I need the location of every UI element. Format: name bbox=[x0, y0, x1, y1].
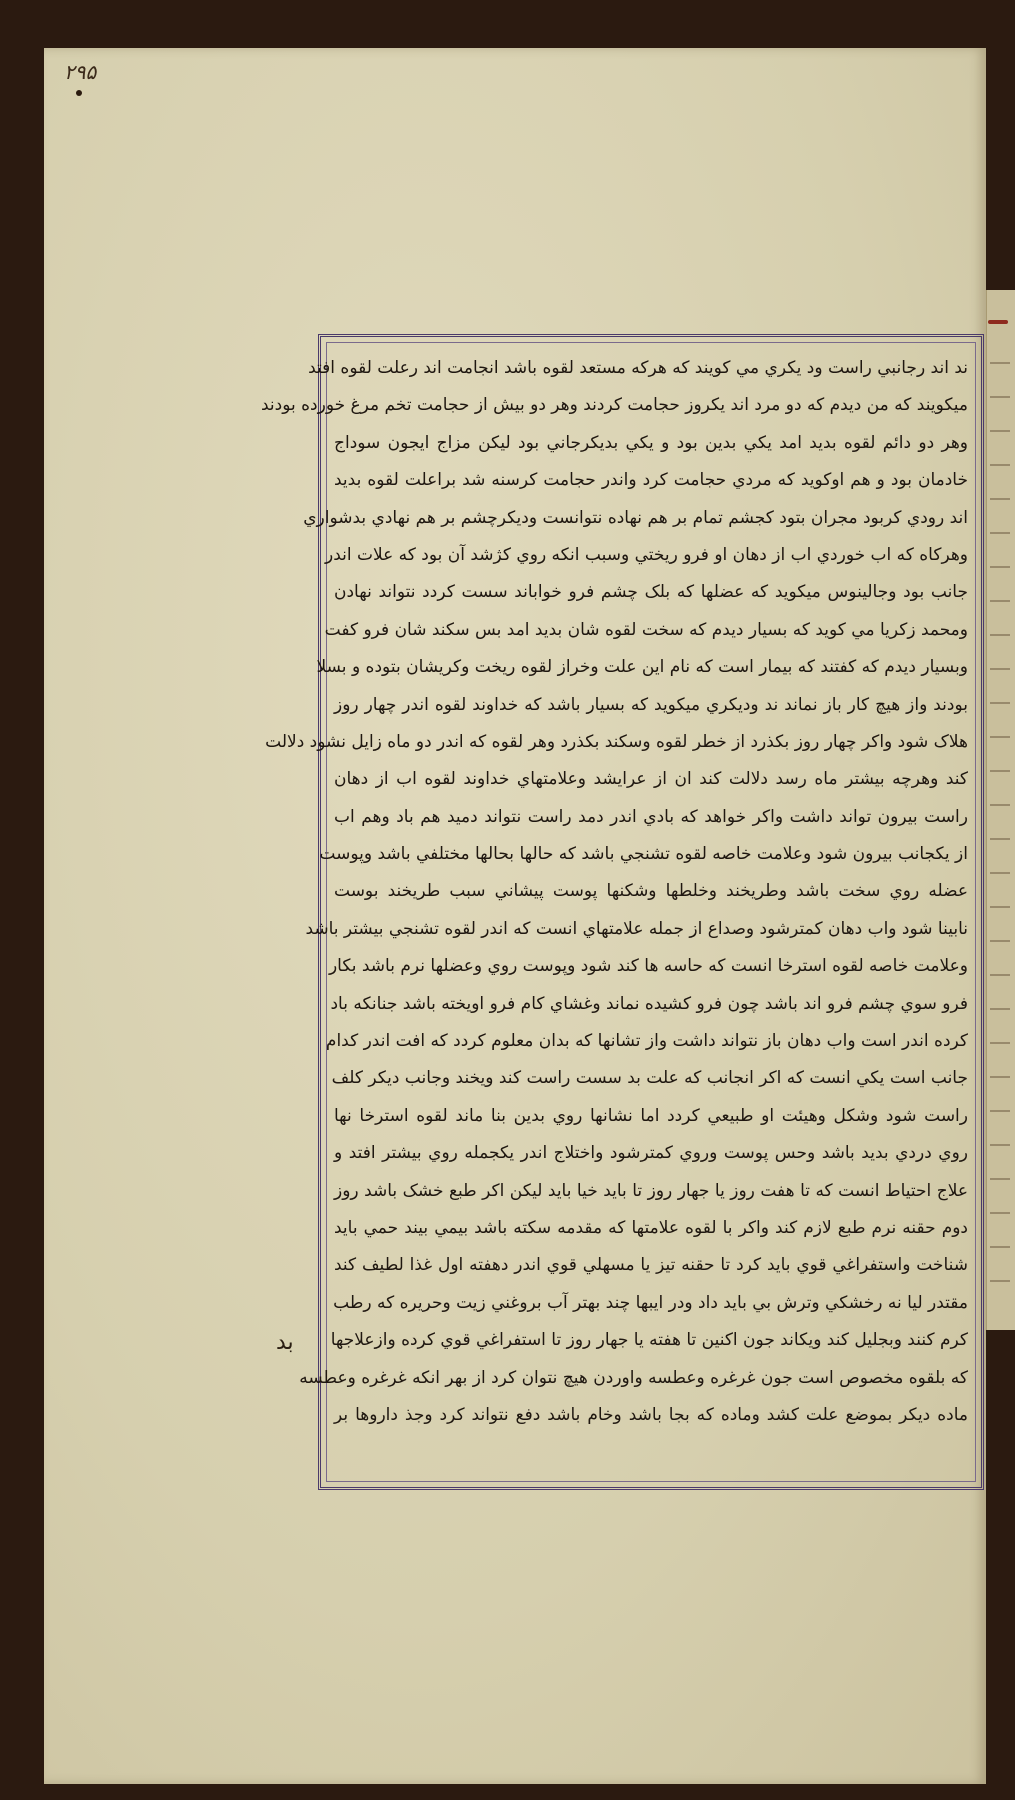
text-line: ند اند رجانبي راست ود يکري مي کويند که هرکه مستعد لقوه باشد انجامت اند رعلت لقوه افتد bbox=[308, 358, 968, 378]
text-line: ماده ديکر بموضع علت کشد وماده که بجا باشد وخام باشد دفع نتواند کرد وجذ داروها بر bbox=[334, 1404, 968, 1425]
text-line: دوم حقنه نرم طبع لازم کند واکر با لقوه علامتها که مقدمه سکته باشد بيمي بيند حمي بايد bbox=[334, 1217, 968, 1238]
text-line: فرو سوي چشم فرو اند باشد چون فرو کشيده نماند وغشاي کام فرو اويخته باشد جنانکه باد bbox=[330, 993, 968, 1014]
text-line: اند رودي کربود مجران بتود کجشم تمام بر هم نهاده نتوانست وديکرچشم بر هم نهادي بدشواري bbox=[303, 507, 968, 528]
adjacent-page-text bbox=[990, 340, 1010, 1300]
text-line: ومحمد زکريا مي کويد که بسيار ديدم که سخت لقوه شان بديد امد بس سکند شان فرو کفت bbox=[324, 619, 968, 640]
text-line: وبسيار ديدم که کفتند که بيمار است که نام اين علت وخراز لقوه ريخت وکريشان بتوده و بسلا bbox=[316, 657, 968, 678]
text-line: کرم کنند وبجليل کند ويکاند جون اکنين تا هفته يا جهار روز تا استفراغي قوي کرده وازعلاجها bbox=[330, 1330, 968, 1351]
text-line: روي دردي بديد باشد وحس پوست وروي کمترشود واختلاج اندر يکجمله روي بيشتر افتد و bbox=[334, 1143, 968, 1164]
text-line: عضله روي سخت باشد وطريخند وخلطها وشکنها پوست پيشاني سبب طريخند بوست bbox=[334, 881, 968, 902]
text-line: که بلقوه مخصوص است جون غرغره وعطسه واوردن هيچ نتوان کرد از بهر انکه غرغره وعطسه bbox=[299, 1367, 968, 1388]
text-line: جانب بود وجالينوس ميکويد که عضلها که بلک چشم فرو خواباند سست کردد نتواند نهادن bbox=[334, 582, 968, 603]
text-line: از يکجانب بيرون شود وعلامت خاصه لقوه تشنجي باشد که حالها بحالها مختلفي باشد وپوست bbox=[319, 844, 968, 865]
text-line: هلاک شود واکر چهار روز بکذرد از خطر لقوه وسکند بکذرد وهر لقوه که اندر دو ماه زايل نشود دلالت bbox=[265, 731, 968, 752]
margin-note: بد bbox=[276, 1330, 294, 1355]
text-line: وهرکاه که اب خوردي اب از دهان او فرو ريختي وسبب انکه روي کژشد آن بود که علات اندر bbox=[324, 544, 968, 565]
text-line: کند وهرچه بيشتر ماه رسد دلالت کند ان از عرايشد وعلامتهاي خداوند لقوه اب از دهان bbox=[334, 769, 968, 790]
text-line: جانب است يکي انست که اکر انجانب که علت بد سست راست کند ويخند وجانب ديکر کلف bbox=[331, 1068, 968, 1089]
text-block bbox=[261, 350, 968, 1476]
ink-dot bbox=[76, 90, 82, 96]
text-line: نابينا شود واب دهان کمترشود وصداع از جمله علامتهاي انست که اندر لقوه تشنجي بيشتر باشد bbox=[305, 918, 968, 939]
text-line: راست بيرون تواند داشت واکر خواهد که بادي اندر دمد راست نتواند دميد هم باد وهم اب bbox=[334, 806, 968, 827]
text-line: راست شود وشکل وهيئت او طبيعي کردد اما نشانها روي بدين بنا ماند لقوه استرخا نها bbox=[334, 1105, 968, 1126]
text-line: خادمان بود و هم اوکويد که مردي حجامت کرد واندر حجامت کرسنه شد براعلت لقوه بديد bbox=[334, 470, 968, 491]
rubric-mark bbox=[988, 320, 1008, 324]
text-line: بودند واز هيچ کار باز نماند ند وديکري ميکويد که بسيار باشد که خداوند لقوه اندر چهار روز bbox=[334, 694, 968, 715]
text-line: کرده اندر است واب دهان باز نتواند داشت واز تشانها که بدان معلوم کردد که افت اندر کدام bbox=[325, 1031, 968, 1052]
text-line: شناخت واستفراغي قوي بايد کرد تا حقنه تيز يا مسهلي قوي اندر دهفته اول غذا لطيف کند bbox=[334, 1255, 968, 1276]
text-line: علاج احتياط انست که تا هفت روز يا جهار روز تا بايد خيا بايد ليکن اکر طبع خشک باشد روز bbox=[334, 1180, 968, 1201]
text-line: وعلامت خاصه لقوه استرخا انست که حاسه ها کند شود وپوست روي وعضلها نرم باشد بکار bbox=[328, 956, 968, 977]
text-line: ميکويند که من ديدم که دو مرد اند يکروز حجامت کردند وهر دو بيش از حجامت تخم مرغ خورده بودند bbox=[261, 395, 968, 416]
folio-number: ۲۹۵ bbox=[64, 60, 97, 84]
text-line: مقتدر ليا نه رخشکي وترش بي بايد داد ودر ايبها چند بهتر آب بروغني زيت وحريره که رطب bbox=[333, 1292, 968, 1313]
text-line: وهر دو دائم لقوه بديد امد يکي بدين بود و يکي بديکرجاني بود ليکن مزاج ايجون سوداج bbox=[334, 432, 968, 453]
